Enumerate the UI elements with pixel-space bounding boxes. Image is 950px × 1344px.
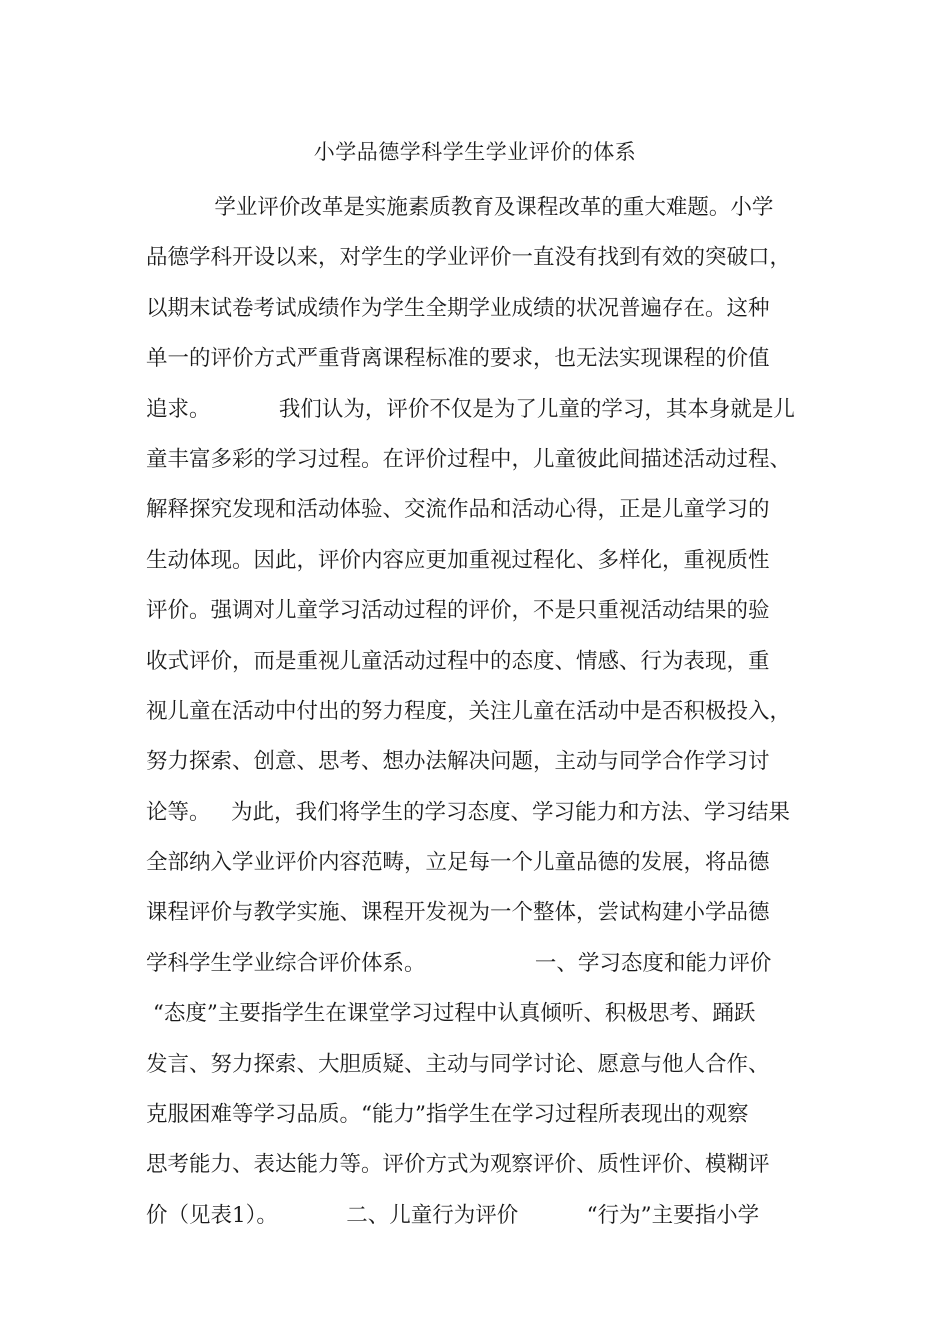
body-line: 品德学科开设以来，对学生的学业评价一直没有找到有效的突破口， xyxy=(146,245,792,271)
body-line: 追求。 我们认为，评价不仅是为了儿童的学习，其本身就是儿 xyxy=(146,396,795,422)
body-line: 克服困难等学习品质。“能力”指学生在学习过程所表现出的观察 xyxy=(146,1102,749,1128)
body-line: 论等。 为此，我们将学生的学习态度、学习能力和方法、学习结果 xyxy=(146,799,791,825)
document-title: 小学品德学科学生学业评价的体系 xyxy=(313,140,637,164)
body-line: 课程评价与教学实施、课程开发视为一个整体，尝试构建小学品德 xyxy=(146,900,770,926)
body-line: 单一的评价方式严重背离课程标准的要求，也无法实现课程的价值 xyxy=(146,346,770,372)
body-line: 视儿童在活动中付出的努力程度，关注儿童在活动中是否积极投入， xyxy=(146,698,792,724)
body-line: 评价。强调对儿童学习活动过程的评价，不是只重视活动结果的验 xyxy=(146,598,770,624)
body-line: 收式评价，而是重视儿童活动过程中的态度、情感、行为表现，重 xyxy=(146,648,770,674)
body-line: 学业评价改革是实施素质教育及课程改革的重大难题。小学 xyxy=(146,195,774,220)
body-line: 思考能力、表达能力等。评价方式为观察评价、质性评价、模糊评 xyxy=(146,1152,770,1178)
body-line: 以期末试卷考试成绩作为学生全期学业成绩的状况普遍存在。这种 xyxy=(146,295,770,321)
document-body xyxy=(146,183,816,1241)
body-line: 发言、努力探索、大胆质疑、主动与同学讨论、愿意与他人合作、 xyxy=(146,1051,770,1077)
body-line: 生动体现。因此，评价内容应更加重视过程化、多样化，重视质性 xyxy=(146,547,770,573)
body-line: 努力探索、创意、思考、想办法解决问题，主动与同学合作学习讨 xyxy=(146,749,770,775)
body-line: 解释探究发现和活动体验、交流作品和活动心得，正是儿童学习的 xyxy=(146,497,770,523)
body-line: 童丰富多彩的学习过程。在评价过程中，儿童彼此间描述活动过程、 xyxy=(146,446,792,472)
body-line: 全部纳入学业评价内容范畴，立足每一个儿童品德的发展，将品德 xyxy=(146,850,770,876)
body-line: 学科学生学业综合评价体系。 一、学习态度和能力评价 xyxy=(146,950,772,976)
body-line: “态度”主要指学生在课堂学习过程中认真倾听、积极思考、踊跃 xyxy=(146,1001,756,1027)
body-line: 价（见表1）。 二、儿童行为评价 “行为”主要指小学 xyxy=(146,1202,760,1228)
